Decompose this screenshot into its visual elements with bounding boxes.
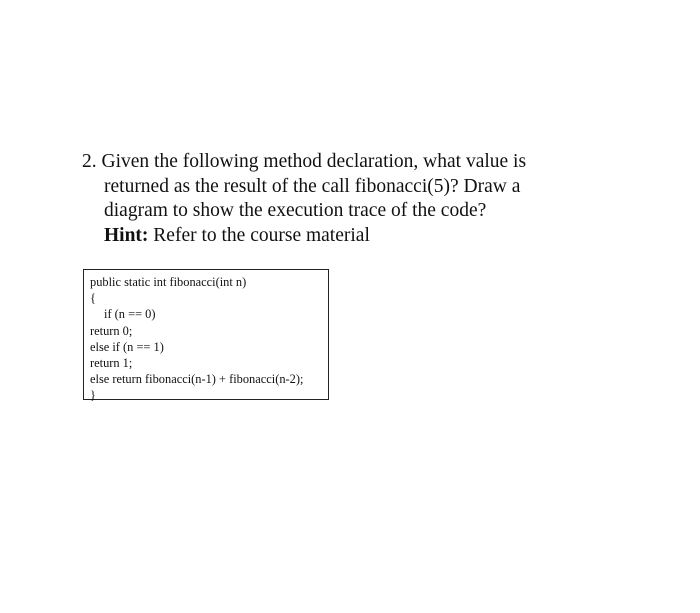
question-block [82,150,602,248]
hint-line [82,224,602,249]
code-box [83,269,329,403]
code-line-return-0: return 0; [90,323,133,338]
question-line-1 [82,150,602,175]
code-line-else-if: else if (n == 1) [90,339,164,354]
question-number: 2. [82,151,97,172]
code-line-open-brace: { [90,291,96,306]
code-line-close-brace: } [90,388,96,403]
hint-text: Refer to the course material [148,224,370,246]
question-text-line-3: diagram to show the execution trace of the code? [104,200,487,221]
code-line-return-1: return 1; [90,356,133,371]
hint-label: Hint: [104,224,149,246]
code-line-else-return: else return fibonacci(n-1) + fibonacci(n-2); [90,372,304,387]
question-text-line-2: returned as the result of the call fibonacci(5)? Draw a [104,175,521,197]
code-line-if: if (n == 0) [104,307,156,322]
code-line-signature: public static int fibonacci(int n) [90,275,247,289]
question-text-line-1: Given the following method declaration, what value is [101,151,527,172]
